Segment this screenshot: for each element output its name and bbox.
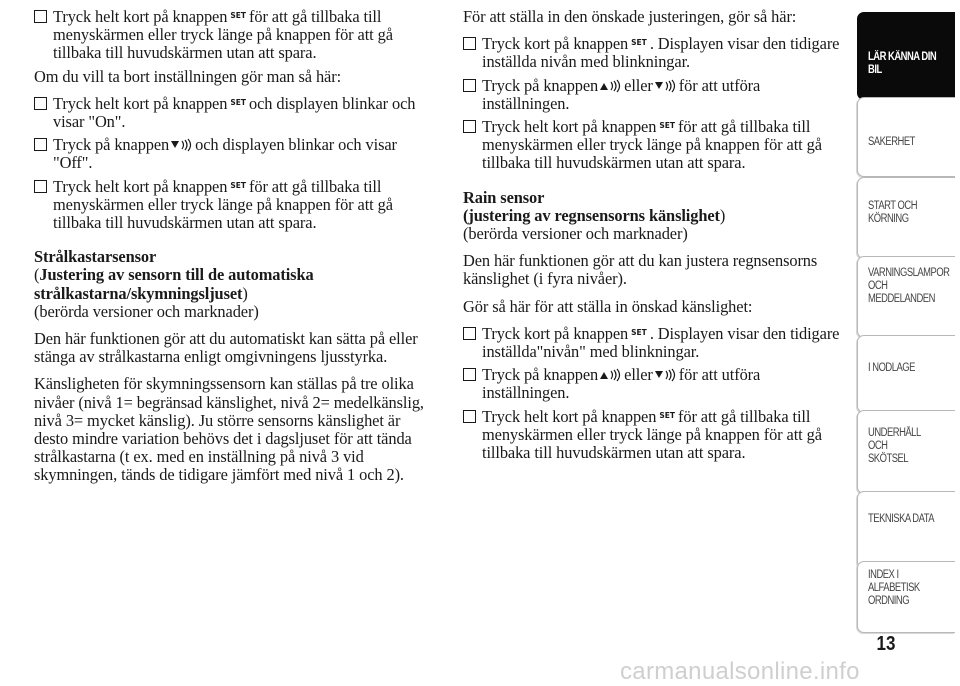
- list-item: Tryck kort på knappen SET . Displayen visar den tidigare inställda nivån med blinkningar.: [463, 35, 843, 71]
- checkbox-bullet-icon: [463, 37, 476, 50]
- set-button-icon: SET: [230, 11, 246, 20]
- set-button-icon: SET: [631, 327, 647, 337]
- list-item: Tryck helt kort på knappen SET för att gå tillbaka till menyskärmen eller tryck länge på knappen för att gå tillbaka till huvudskärmen utan att spara.: [34, 178, 434, 233]
- set-button-icon: SET: [230, 97, 246, 107]
- paragraph: Den här funktionen gör att du automatiskt kan sätta på eller stänga av strålkastarna enligt omgivningens ljusstyrka.: [34, 329, 418, 367]
- list-item: Tryck helt kort på knappen SET för att gå tillbaka till menyskärmen eller tryck länge på knappen för att gå tillbaka till huvudskärmen utan att spara.: [463, 408, 843, 463]
- checkbox-bullet-icon: [34, 180, 47, 193]
- set-button-icon: SET: [631, 38, 647, 48]
- tab-i-nodlage[interactable]: I NÖDLÄGE: [857, 335, 955, 413]
- section-heading: Strålkastarsensor (Justering av sensorn till de automatiska strålkastarna/skymningsljuset): [34, 247, 314, 303]
- chapter-tabs: [857, 0, 960, 686]
- paragraph: Känsligheten för skymningssensorn kan ställas på tre olika nivåer (nivå 1= begränsad känslighet, nivå 2= medelkänslig, nivå 3= mycket känslig). Ju större sensorns känslighet är desto mindre variation behövs det i dagsljuset för att tända strålkastarna (t ex. med en inställning på nivå 3 vid skymningen, tänds de tidigare jämfört med nivå 1 och 2).: [34, 374, 424, 485]
- tab-tekniska-data[interactable]: TEKNISKA DATA: [857, 491, 955, 569]
- list-item: Tryck helt kort på knappen SET för att gå tillbaka till menyskärmen eller tryck länge på knappen för att gå tillbaka till huvudskärmen utan att spara.: [463, 118, 843, 173]
- checkbox-bullet-icon: [34, 138, 47, 151]
- set-button-icon: SET: [230, 180, 246, 190]
- arrow-down-button-icon: [653, 368, 679, 382]
- checkbox-bullet-icon: [34, 10, 47, 23]
- left-column: [34, 8, 434, 494]
- list-item: Tryck på knappen eller för att utföra inställningen.: [463, 366, 843, 402]
- tab-lar-kanna-din-bil[interactable]: LÄR KÄNNA DIN BIL: [857, 12, 955, 100]
- checkbox-bullet-icon: [463, 410, 476, 423]
- list-item: Tryck på knappen och displayen blinkar och visar "Off".: [34, 136, 434, 172]
- set-button-icon: SET: [659, 121, 675, 131]
- tab-index[interactable]: INDEX I ALFABETISK ORDNING: [857, 561, 955, 633]
- paragraph: Om du vill ta bort inställningen gör man så här:: [34, 66, 342, 86]
- arrow-down-button-icon: [169, 138, 195, 152]
- set-button-icon: SET: [659, 410, 675, 420]
- list-item: Tryck kort på knappen SET . Displayen visar den tidigare inställda"nivån" med blinkningar.: [463, 325, 843, 361]
- tab-sakerhet[interactable]: SÄKERHET: [857, 97, 955, 177]
- arrow-up-button-icon: [598, 368, 624, 382]
- right-column: [463, 8, 843, 467]
- list-item: Tryck på knappen eller för att utföra inställningen.: [463, 77, 843, 113]
- arrow-down-button-icon: [653, 79, 679, 93]
- paragraph: För att ställa in den önskade justeringen, gör så här:: [463, 7, 797, 26]
- section-note: (berörda versioner och marknader): [34, 301, 259, 321]
- section-heading: Rain sensor (justering av regnsensorns känslighet): [463, 187, 726, 225]
- tab-varningslampor[interactable]: VARNINGSLAMPOR OCH MEDDELANDEN: [857, 256, 955, 338]
- paragraph: Den här funktionen gör att du kan justera regnsensorns känslighet (i fyra nivåer).: [463, 251, 818, 289]
- list-item: Tryck helt kort på knappen SET och displayen blinkar och visar "On".: [34, 95, 434, 131]
- checkbox-bullet-icon: [463, 368, 476, 381]
- checkbox-bullet-icon: [463, 327, 476, 340]
- checkbox-bullet-icon: [463, 120, 476, 133]
- paragraph: Gör så här för att ställa in önskad känslighet:: [463, 296, 753, 316]
- tab-start-och-korning[interactable]: START OCH KÖRNING: [857, 177, 955, 259]
- page-number: 13: [876, 633, 896, 655]
- section-note: (berörda versioner och marknader): [463, 224, 688, 244]
- list-item: Tryck helt kort på knappen SET för att gå tillbaka till menyskärmen eller tryck länge på knappen för att gå tillbaka till huvudskärmen utan att spara.: [34, 8, 434, 63]
- checkbox-bullet-icon: [34, 97, 47, 110]
- arrow-up-button-icon: [598, 79, 624, 93]
- tab-underhall-och-skotsel[interactable]: UNDERHÅLL OCH SKÖTSEL: [857, 410, 955, 494]
- checkbox-bullet-icon: [463, 79, 476, 92]
- watermark: carmanualsonline.info: [620, 658, 860, 685]
